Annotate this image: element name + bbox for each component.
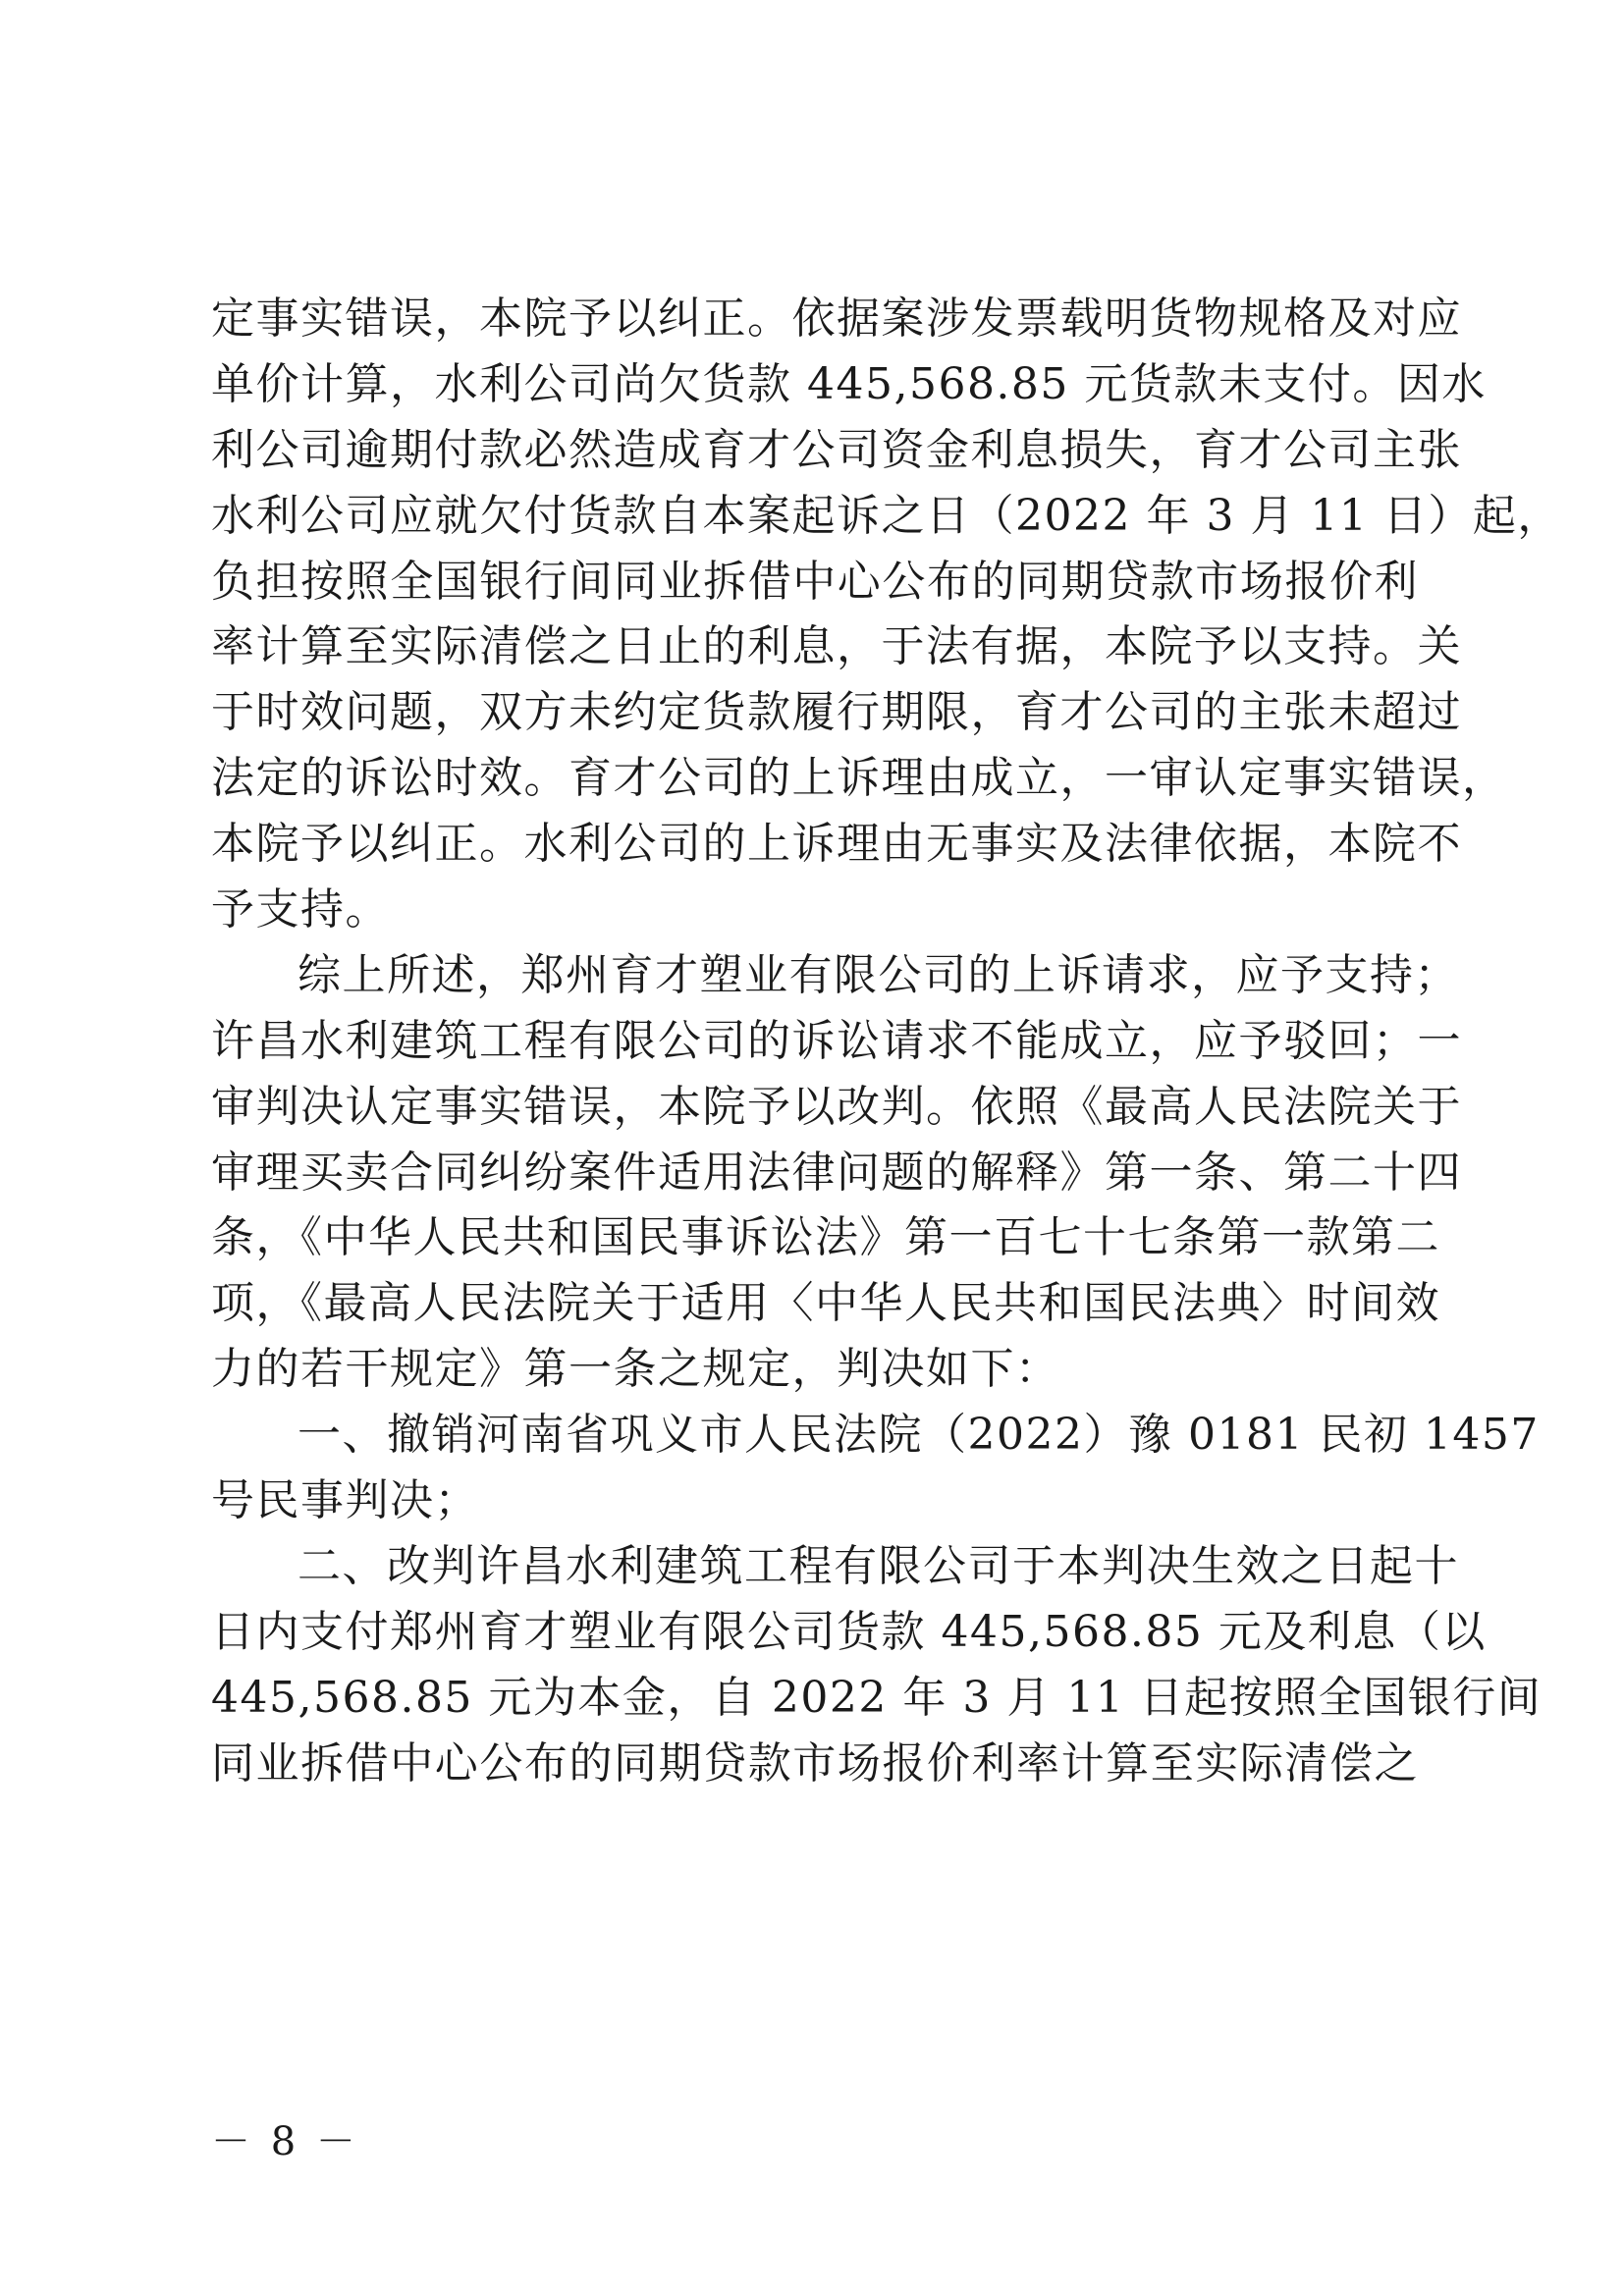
- text-line: 单价计算，水利公司尚欠货款 445,568.85 元货款未支付。因水: [211, 358, 1487, 409]
- text-line: 予支持。: [211, 884, 390, 935]
- text-line: 负担按照全国银行间同业拆借中心公布的同期贷款市场报价利: [211, 556, 1419, 607]
- text-line: 条，《中华人民共和国民事诉讼法》第一百七十七条第一款第二: [211, 1212, 1440, 1263]
- text-line: 水利公司应就欠付货款自本案起诉之日（2022 年 3 月 11 日）起，: [211, 490, 1562, 541]
- text-line: 率计算至实际清偿之日止的利息，于法有据，本院予以支持。关: [211, 621, 1462, 672]
- text-line: 同业拆借中心公布的同期贷款市场报价利率计算至实际清偿之: [211, 1737, 1419, 1789]
- text-line: 法定的诉讼时效。育才公司的上诉理由成立，一审认定事实错误，: [211, 753, 1507, 804]
- text-line: 445,568.85 元为本金，自 2022 年 3 月 11 日起按照全国银行间: [211, 1672, 1543, 1723]
- text-line: 综上所述，郑州育才塑业有限公司的上诉请求，应予支持；: [298, 949, 1459, 1000]
- text-line: 力的若干规定》第一条之规定，判决如下：: [211, 1344, 1060, 1395]
- text-line: 号民事判决；: [211, 1475, 479, 1526]
- text-line: 日内支付郑州育才塑业有限公司货款 445,568.85 元及利息（以: [211, 1606, 1487, 1657]
- text-line: 二、改判许昌水利建筑工程有限公司于本判决生效之日起十: [298, 1540, 1459, 1591]
- text-line: 定事实错误，本院予以纠正。依据案涉发票载明货物规格及对应: [211, 294, 1462, 344]
- text-line: 本院予以纠正。水利公司的上诉理由无事实及法律依据，本院不: [211, 819, 1462, 870]
- text-line: 项，《最高人民法院关于适用〈中华人民共和国民法典〉时间效: [211, 1278, 1440, 1329]
- text-line: 审判决认定事实错误，本院予以改判。依照《最高人民法院关于: [211, 1081, 1462, 1132]
- text-line: 许昌水利建筑工程有限公司的诉讼请求不能成立，应予驳回；一: [211, 1015, 1462, 1066]
- text-line: 审理买卖合同纠纷案件适用法律问题的解释》第一条、第二十四: [211, 1147, 1462, 1198]
- page-number: － 8 －: [211, 2119, 359, 2164]
- text-line: 于时效问题，双方未约定货款履行期限，育才公司的主张未超过: [211, 687, 1462, 738]
- text-line: 利公司逾期付款必然造成育才公司资金利息损失，育才公司主张: [211, 424, 1462, 475]
- judgment-body-text: [211, 287, 1562, 1796]
- text-line: 一、撤销河南省巩义市人民法院（2022）豫 0181 民初 1457: [298, 1410, 1540, 1461]
